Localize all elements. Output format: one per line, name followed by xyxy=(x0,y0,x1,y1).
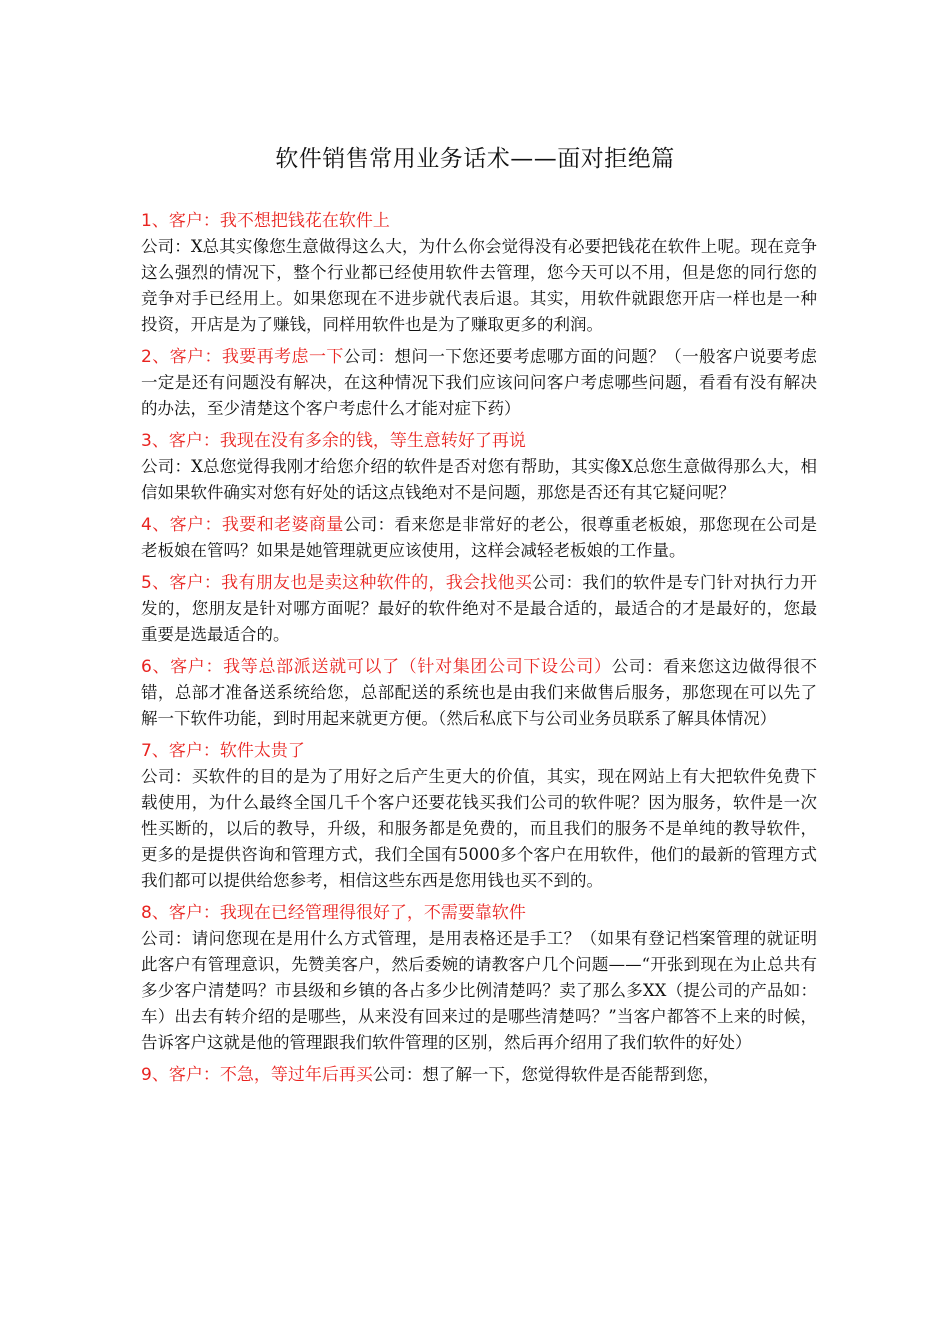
qa-item-1 xyxy=(141,208,817,338)
qa-item-5 xyxy=(141,570,817,648)
customer-objection: 2、客户：我要再考虑一下 xyxy=(141,347,344,367)
customer-objection: 6、客户：我等总部派送就可以了（针对集团公司下设公司） xyxy=(141,657,612,677)
company-response: 公司：X总其实像您生意做得这么大，为什么你会觉得没有必要把钱花在软件上呢。现在竞争这么强烈的情况下，整个行业都已经使用软件去管理，您今天可以不用，但是您的同行您的竞争对手已经用上。如果您现在不进步就代表后退。其实，用软件就跟您开店一样也是一种投资，开店是为了赚钱，同样用软件也是为了赚取更多的利润。 xyxy=(141,237,817,334)
qa-item-6 xyxy=(141,654,817,732)
customer-objection: 4、客户：我要和老婆商量 xyxy=(141,515,344,535)
customer-objection: 7、客户：软件太贵了 xyxy=(141,741,305,761)
qa-item-4 xyxy=(141,512,817,564)
company-response: 公司：看来您是非常好的老公，很尊重老板娘，那您现在公司是老板娘在管吗？如果是她管理就更应该使用，这样会减轻老板娘的工作量。 xyxy=(141,515,817,560)
company-response: 公司：我们的软件是专门针对执行力开发的，您朋友是针对哪方面呢？最好的软件绝对不是最合适的，最适合的才是最好的，您最重要是选最适合的。 xyxy=(141,573,817,644)
company-response: 公司：想了解一下，您觉得软件是否能帮到您， xyxy=(372,1065,720,1084)
company-response: 公司：想问一下您还要考虑哪方面的问题？（一般客户说要考虑一定是还有问题没有解决，在这种情况下我们应该问问客户考虑哪些问题，看看有没有解决的办法，至少清楚这个客户考虑什么才能对症下药） xyxy=(141,347,817,418)
qa-item-3 xyxy=(141,428,817,506)
customer-objection: 8、客户：我现在已经管理得很好了，不需要靠软件 xyxy=(141,903,526,923)
company-response: 公司：X总您觉得我刚才给您介绍的软件是否对您有帮助，其实像X总您生意做得那么大，相信如果软件确实对您有好处的话这点钱绝对不是问题，那您是否还有其它疑问呢？ xyxy=(141,457,817,502)
customer-objection: 9、客户：不急，等过年后再买 xyxy=(141,1065,373,1085)
customer-objection: 3、客户：我现在没有多余的钱，等生意转好了再说 xyxy=(141,431,526,451)
company-response: 公司：买软件的目的是为了用好之后产生更大的价值，其实，现在网站上有大把软件免费下载使用，为什么最终全国几千个客户还要花钱买我们公司的软件呢？因为服务，软件是一次性买断的，以后的教导，升级，和服务都是免费的，而且我们的服务不是单纯的教导软件，更多的是提供咨询和管理方式，我们全国有5000多个客户在用软件，他们的最新的管理方式我们都可以提供给您参考，相信这些东西是您用钱也买不到的。 xyxy=(141,767,817,890)
customer-objection: 1、客户：我不想把钱花在软件上 xyxy=(141,211,390,231)
qa-item-9 xyxy=(141,1062,817,1088)
qa-item-8 xyxy=(141,900,817,1056)
company-response: 公司：看来您这边做得很不错，总部才准备送系统给您，总部配送的系统也是由我们来做售后服务，那您现在可以先了解一下软件功能，到时用起来就更方便。（然后私底下与公司业务员联系了解具体情况） xyxy=(141,657,817,728)
document-title: 软件销售常用业务话术——面对拒绝篇 xyxy=(275,146,675,172)
customer-objection: 5、客户：我有朋友也是卖这种软件的，我会找他买 xyxy=(141,573,533,593)
company-response: 公司：请问您现在是用什么方式管理，是用表格还是手工？（如果有登记档案管理的就证明此客户有管理意识，先赞美客户，然后委婉的请教客户几个问题——“开张到现在为止总共有多少客户清楚吗？市县级和乡镇的各占多少比例清楚吗？卖了那么多XX（提公司的产品如：车）出去有转介绍的是哪些，从来没有回来过的是哪些清楚吗？”当客户都答不上来的时候，告诉客户这就是他的管理跟我们软件管理的区别，然后再介绍用了我们软件的好处） xyxy=(141,929,817,1052)
qa-item-2 xyxy=(141,344,817,422)
qa-item-7 xyxy=(141,738,817,894)
document-body xyxy=(141,208,817,1094)
